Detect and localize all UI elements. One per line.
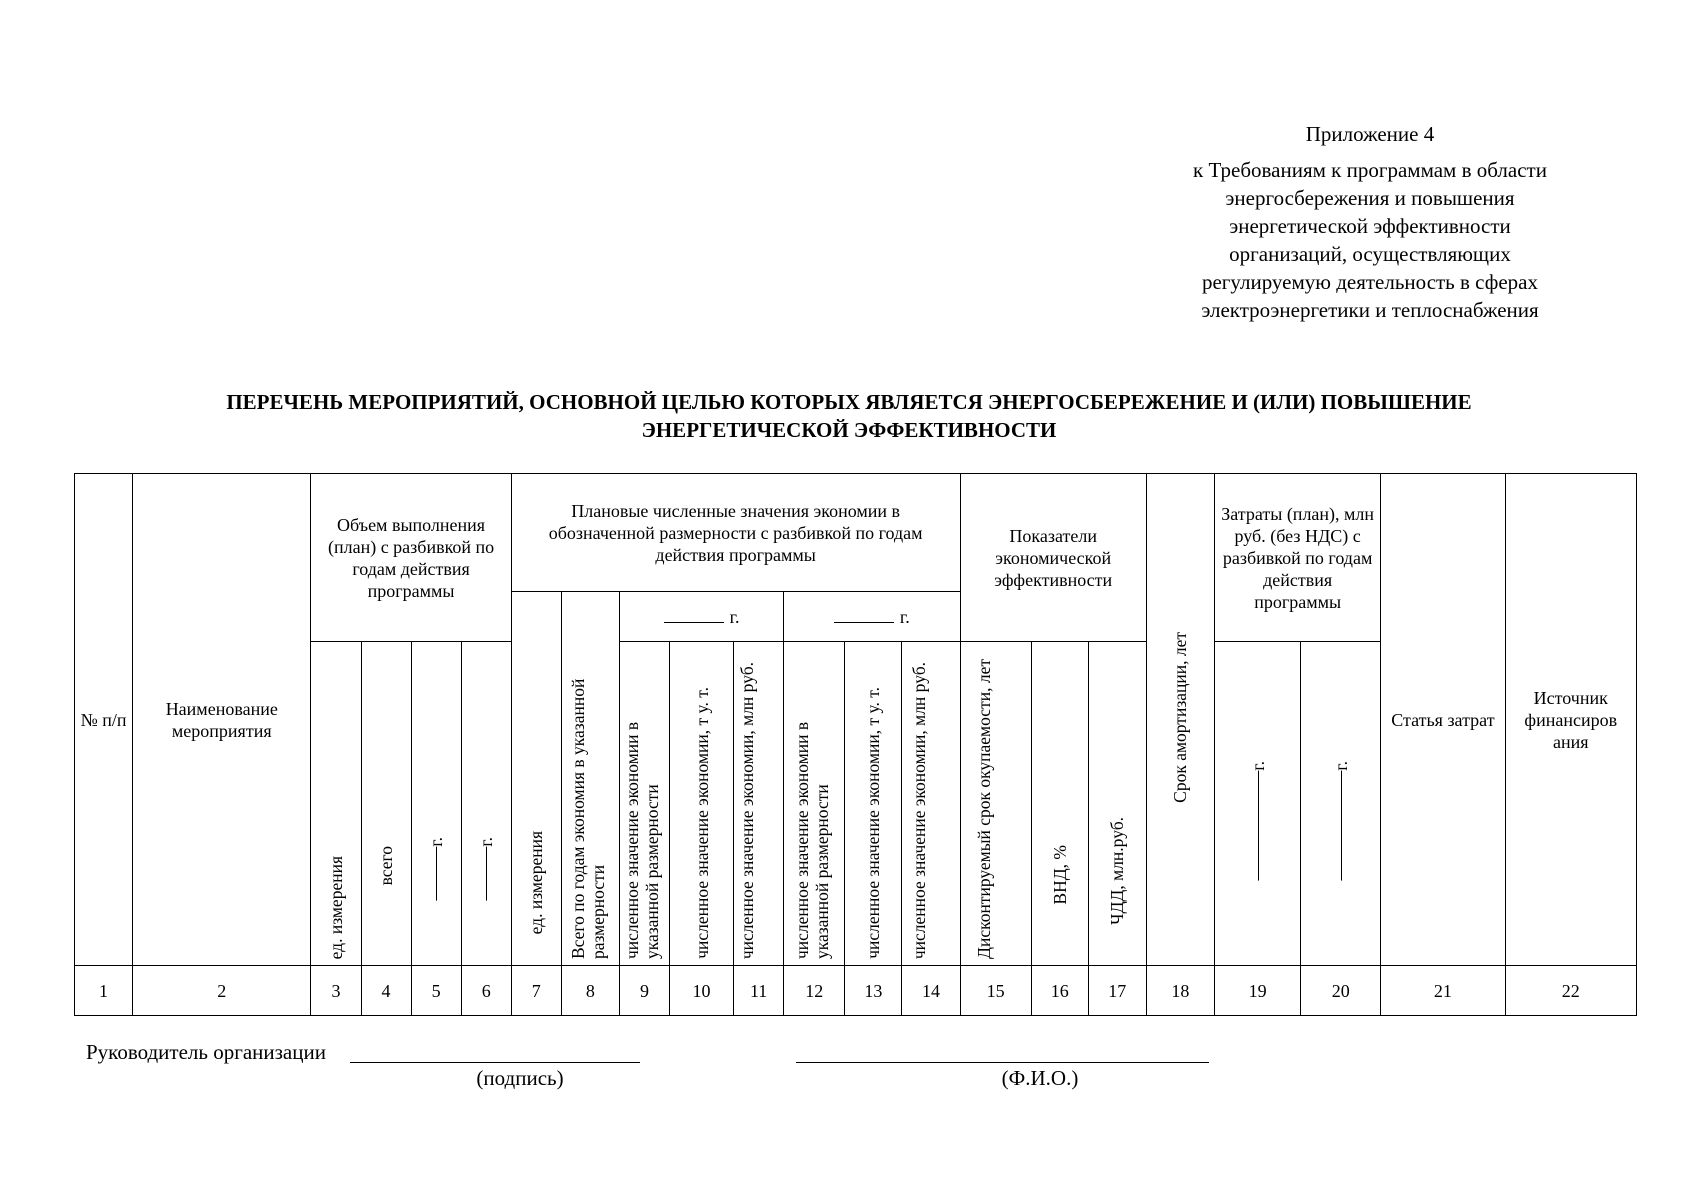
header-cost-year: г. [1214,642,1300,966]
appendix-subtitle-line: регулируемую деятельность в сферах [1201,270,1539,294]
volume-unit-label: ед. измерения [325,855,346,959]
header-payback: Дисконтируемый срок окупаемости, лет [960,642,1031,966]
header-volume-total [361,642,411,966]
header-value-rub-a: численное значение экономии, млн руб. [734,642,784,966]
header-value-tut-a: численное значение экономии, т у. т. [669,642,733,966]
volume-total-label: всего [376,845,397,885]
column-number-row [75,966,1637,1016]
header-irr: ВНД, % [1031,642,1088,966]
header-group-volume: Объем выполнения (план) с разбивкой по годам действия программы [311,474,511,642]
header-savings-unit [511,592,561,966]
column-number: 21 [1381,966,1505,1016]
column-number: 6 [461,966,511,1016]
header-col-amortization [1146,474,1214,966]
header-col-name: Наименование мероприятия [133,474,311,966]
header-value-dim-b: численное значение экономии в указанной размерности [784,642,845,966]
header-col-article: Статья затрат [1381,474,1505,966]
appendix-block [1140,120,1600,324]
column-number: 9 [619,966,669,1016]
appendix-title: Приложение 4 [1305,122,1435,146]
column-number: 19 [1214,966,1300,1016]
header-value-tut-b: численное значение экономии, т у. т. [845,642,902,966]
column-number: 14 [902,966,960,1016]
header-volume-year: г. [461,642,511,966]
appendix-subtitle-line: энергосбережения и повышения [1225,186,1515,210]
name-underline [796,1062,1209,1063]
column-number: 4 [361,966,411,1016]
signature-caption: (подпись) [476,1066,564,1090]
header-value-rub-b: численное значение экономии, млн руб. [902,642,960,966]
column-number: 17 [1088,966,1146,1016]
name-caption: (Ф.И.О.) [1001,1066,1079,1090]
column-number: 2 [133,966,311,1016]
column-number: 13 [845,966,902,1016]
column-number: 8 [561,966,619,1016]
column-number: 1 [75,966,133,1016]
column-number: 18 [1146,966,1214,1016]
header-group-efficiency: Показатели экономической эффективности [960,474,1146,642]
header-value-dim-a: численное значение экономии в указанной размерности [619,642,669,966]
measures-table [74,473,1637,1016]
column-number: 3 [311,966,361,1016]
savings-unit-label: ед. измерения [526,830,547,934]
column-number: 11 [734,966,784,1016]
header-group-savings: Плановые численные значения экономии в обозначенной размерности с разбивкой по годам действия программы [511,474,960,592]
header-volume-unit [311,642,361,966]
savings-total-label: Всего по годам экономия в указанной размерности [568,678,609,959]
header-npv: ЧДД, млн.руб. [1088,642,1146,966]
column-number: 22 [1505,966,1637,1016]
header-col-source: Источник финансиров ания [1505,474,1637,966]
appendix-subtitle-line: организаций, осуществляющих [1229,242,1511,266]
header-group-costs: Затраты (план), млн руб. (без НДС) с разбивкой по годам действия программы [1214,474,1380,642]
appendix-subtitle-line: энергетической эффективности [1229,214,1511,238]
header-year-a: г. [619,592,783,642]
column-number: 10 [669,966,733,1016]
column-number: 5 [411,966,461,1016]
column-number: 7 [511,966,561,1016]
column-number: 15 [960,966,1031,1016]
document-title-line: ПЕРЕЧЕНЬ МЕРОПРИЯТИЙ, ОСНОВНОЙ ЦЕЛЬЮ КОТОРЫХ ЯВЛЯЕТСЯ ЭНЕРГОСБЕРЕЖЕНИЕ И (ИЛИ) ПОВЫШЕНИЕ [226,390,1472,414]
amortization-label: Срок амортизации, лет [1170,631,1191,803]
column-number: 12 [784,966,845,1016]
document-title [60,388,1638,444]
header-savings-total [561,592,619,966]
appendix-subtitle-line: электроэнергетики и теплоснабжения [1201,298,1539,322]
header-col-no: № п/п [75,474,133,966]
header-cost-year: г. [1301,642,1381,966]
signature-label: Руководитель организации [86,1040,326,1064]
appendix-subtitle-line: к Требованиям к программам в области [1193,158,1547,182]
column-number: 16 [1031,966,1088,1016]
document-title-line: ЭНЕРГЕТИЧЕСКОЙ ЭФФЕКТИВНОСТИ [641,418,1057,442]
signature-underline [350,1062,640,1063]
header-year-b: г. [784,592,960,642]
column-number: 20 [1301,966,1381,1016]
header-volume-year: г. [411,642,461,966]
